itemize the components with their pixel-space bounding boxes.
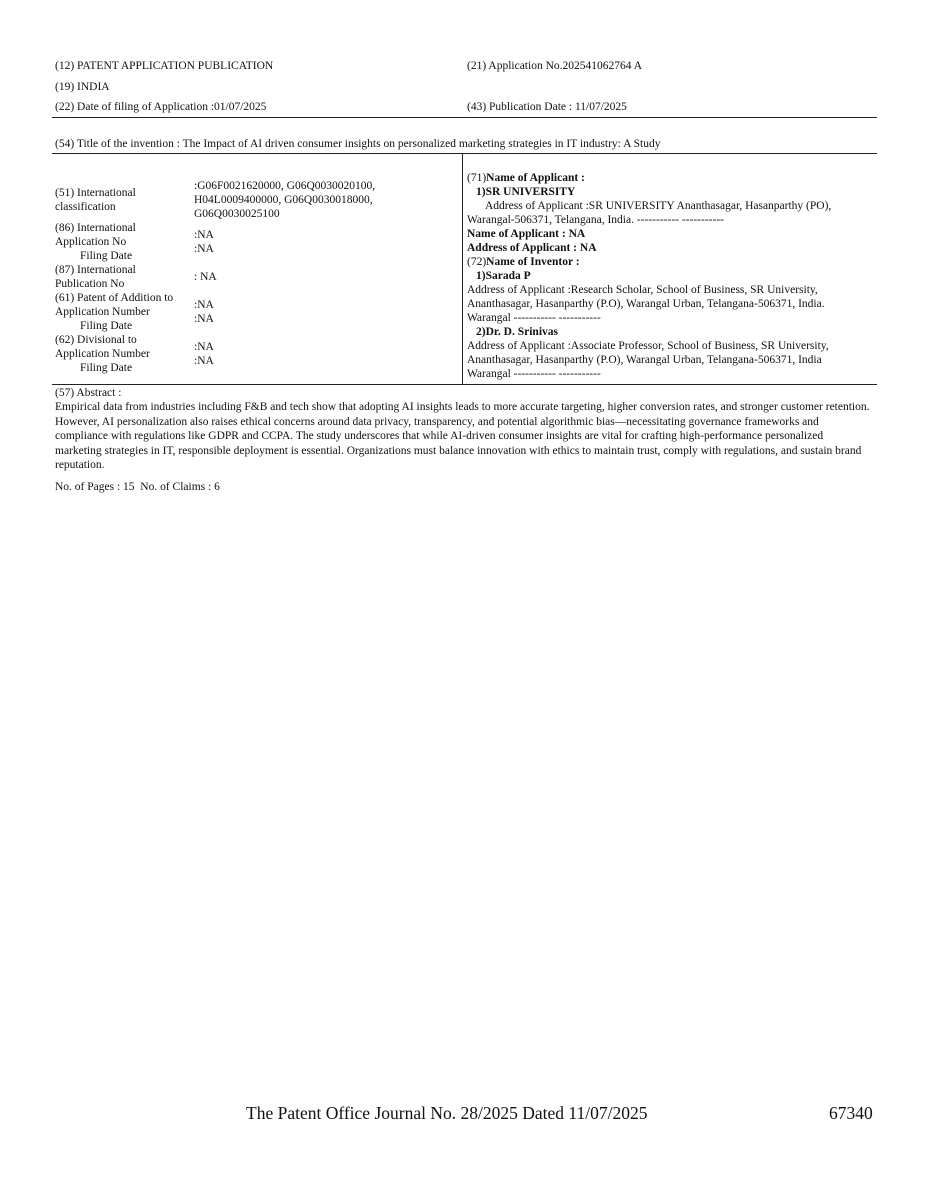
applicant-address: Warangal-506371, Telangana, India. ----------- ----------- (467, 214, 724, 226)
addition-value: :NA (194, 299, 214, 311)
country: (19) INDIA (55, 81, 110, 93)
intl-class-value: H04L0009400000, G06Q0030018000, (194, 194, 373, 206)
intl-app-label: (86) International (55, 222, 136, 234)
inventor-address: Warangal ----------- ----------- (467, 368, 601, 380)
intl-app-label: Filing Date (80, 250, 133, 262)
application-number: (21) Application No.202541062764 A (467, 60, 643, 72)
filing-date: (22) Date of filing of Application :01/07/2025 (55, 101, 267, 113)
publication-type: (12) PATENT APPLICATION PUBLICATION (55, 60, 274, 72)
invention-title: (54) Title of the invention : The Impact of AI driven consumer insights on personalized marketing strategies in IT industry: A Study (55, 138, 661, 150)
divisional-label: (62) Divisional to (55, 334, 137, 346)
divider (52, 117, 877, 118)
divider (52, 153, 877, 154)
inventor-address: Address of Applicant :Research Scholar, School of Business, SR University, (467, 284, 818, 296)
addition-value: :NA (194, 313, 214, 325)
intl-pub-label: Publication No (55, 278, 125, 290)
intl-app-value: :NA (194, 243, 214, 255)
applicant-address: Address of Applicant :SR UNIVERSITY Ananthasagar, Hasanparthy (PO), (485, 200, 832, 212)
divisional-label: Filing Date (80, 362, 133, 374)
inventor-address: Warangal ----------- ----------- (467, 312, 601, 324)
applicant-name-na: Name of Applicant : NA (467, 228, 586, 240)
inventor-address: Ananthasagar, Hasanparthy (P.O), Warangal Urban, Telangana-506371, India. (467, 298, 825, 310)
applicant-name: 1)SR UNIVERSITY (476, 186, 576, 198)
intl-class-value: :G06F0021620000, G06Q0030020100, (194, 180, 376, 192)
applicant-heading: (71)Name of Applicant : (467, 172, 585, 184)
divisional-value: :NA (194, 355, 214, 367)
divisional-value: :NA (194, 341, 214, 353)
intl-class-label: classification (55, 201, 116, 213)
page-claim-counts: No. of Pages : 15 No. of Claims : 6 (55, 481, 220, 493)
divider (52, 384, 877, 385)
abstract-text: Empirical data from industries including F&B and tech show that adopting AI insights leads to more accurate targeting, higher conversion rates, and stronger customer retention. However, AI personalization also raises ethical concerns around data privacy, transparency, and potential algorithmic bias—necessitating governance frameworks and compliance with regulations like GDPR and CCPA. The study underscores that while AI-driven consumer insights are vital for crafting high-performance personalized marketing strategies in IT, responsible deployment is essential. Organizations must balance innovation with ethics to maintain trust, comply with regulations, and sustain brand reputation. (55, 401, 870, 471)
inventor-name: 2)Dr. D. Srinivas (476, 326, 558, 338)
inventor-address: Address of Applicant :Associate Professor, School of Business, SR University, (467, 340, 829, 352)
intl-class-label: (51) International (55, 187, 136, 199)
journal-footer: The Patent Office Journal No. 28/2025 Dated 11/07/2025 (246, 1103, 648, 1123)
intl-class-value: G06Q0030025100 (194, 208, 280, 220)
addition-label: Filing Date (80, 320, 133, 332)
intl-app-value: :NA (194, 229, 214, 241)
addition-label: (61) Patent of Addition to (55, 292, 174, 304)
intl-pub-value: : NA (194, 271, 217, 283)
intl-pub-label: (87) International (55, 264, 136, 276)
inventor-heading: (72)Name of Inventor : (467, 256, 580, 268)
abstract-label: (57) Abstract : (55, 387, 122, 399)
addition-label: Application Number (55, 306, 150, 318)
column-divider (462, 153, 463, 384)
inventor-name: 1)Sarada P (476, 270, 531, 282)
publication-date: (43) Publication Date : 11/07/2025 (467, 101, 627, 113)
applicant-address-na: Address of Applicant : NA (467, 242, 597, 254)
intl-app-label: Application No (55, 236, 127, 248)
divisional-label: Application Number (55, 348, 150, 360)
page-number: 67340 (829, 1103, 873, 1123)
inventor-address: Ananthasagar, Hasanparthy (P.O), Warangal Urban, Telangana-506371, India (467, 354, 822, 366)
